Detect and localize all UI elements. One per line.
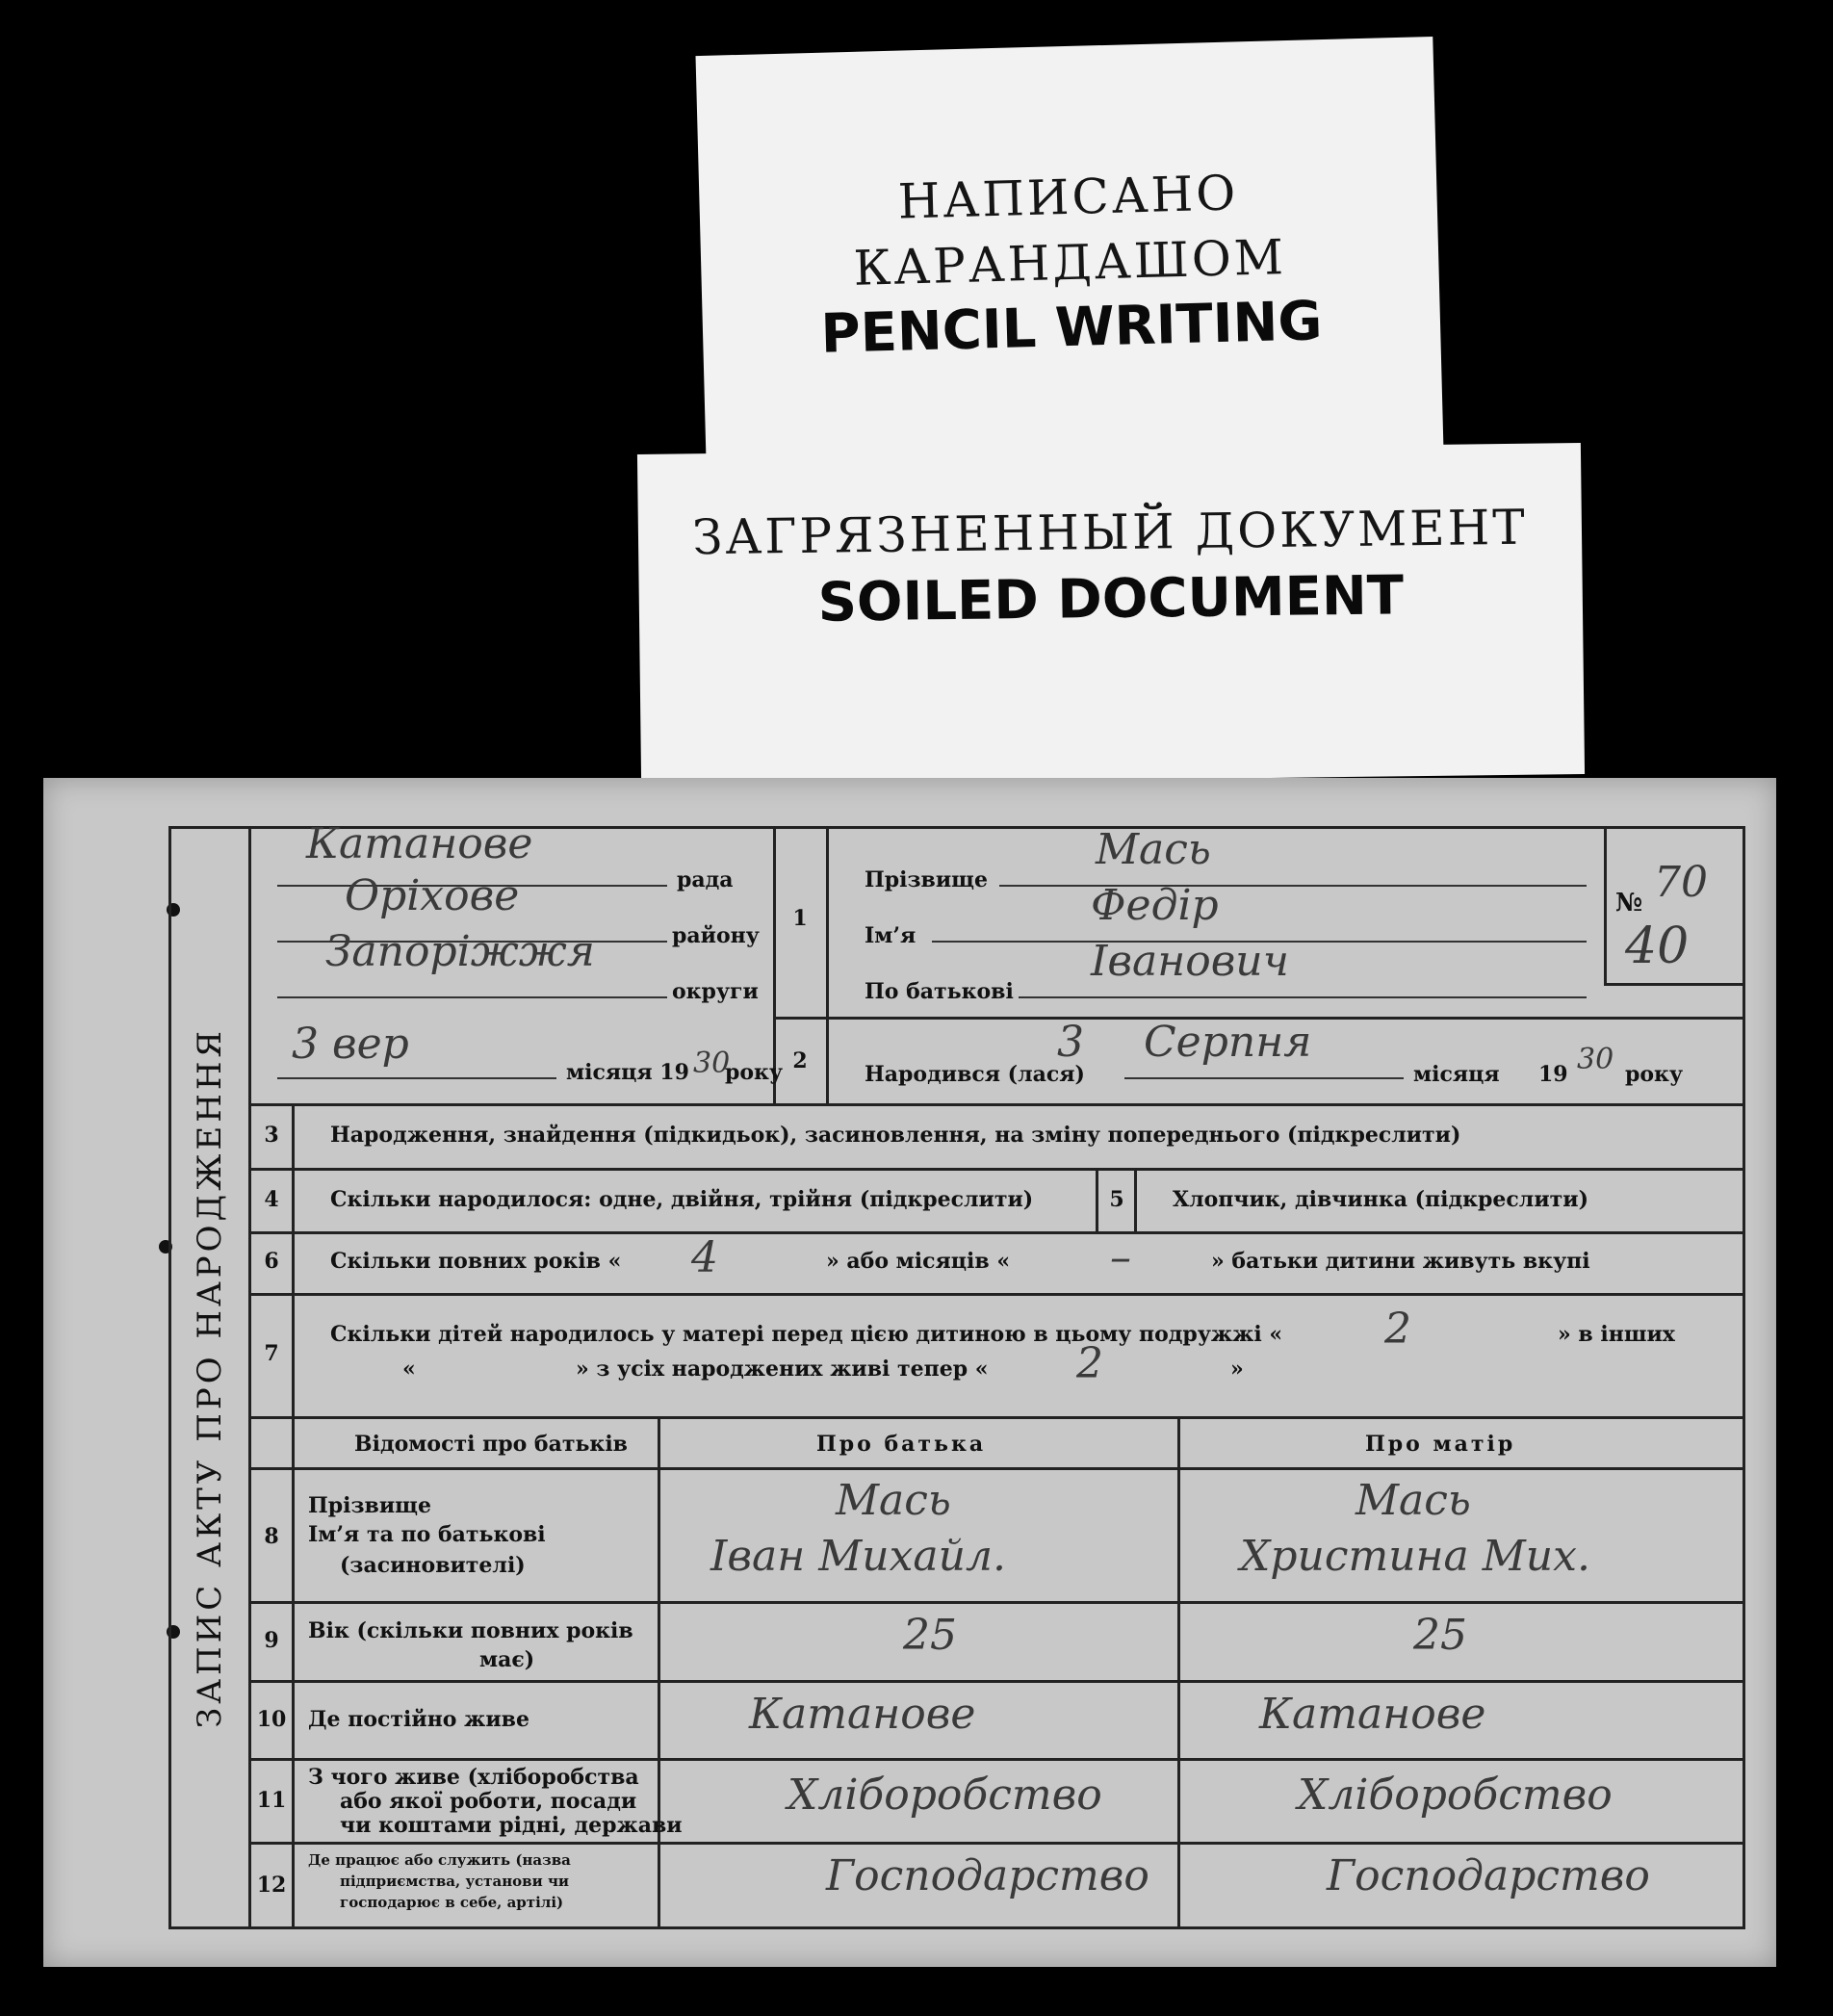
row-number: 1 xyxy=(792,906,808,931)
mother-occupation-value: Хліборобство xyxy=(1298,1770,1613,1820)
divider xyxy=(248,1680,1743,1683)
mother-workplace-value: Господарство xyxy=(1327,1851,1650,1900)
divider xyxy=(1604,829,1607,983)
cohabitation-text-a: Скільки повних років « xyxy=(330,1249,622,1274)
name-value: Федір xyxy=(1091,881,1219,930)
father-occupation-value: Хліборобство xyxy=(787,1770,1102,1820)
rada-value: Катанове xyxy=(306,819,533,868)
born-year-value: 30 xyxy=(1577,1043,1614,1076)
father-workplace-value: Господарство xyxy=(826,1851,1149,1900)
birth-record-form xyxy=(43,778,1776,1967)
divider xyxy=(658,1419,660,1926)
pencil-label-ru-line1: НАПИСАНО xyxy=(897,165,1239,230)
divider xyxy=(248,1842,1743,1845)
age-label-1: Вік (скільки повних років xyxy=(308,1618,633,1643)
mother-name-value: Христина Мих. xyxy=(1240,1532,1590,1581)
row-number: 6 xyxy=(264,1249,279,1274)
cohabitation-text-c: » батьки дитини живуть вкупі xyxy=(1211,1249,1590,1274)
header-year-value: 30 xyxy=(693,1047,731,1080)
row-number: 3 xyxy=(264,1123,279,1148)
workplace-label-1: Де працює або служить (назва xyxy=(308,1851,571,1869)
children-count-text: Скільки народилося: одне, двійня, трійня (підкреслити) xyxy=(330,1187,1034,1212)
patronymic-line xyxy=(1019,996,1587,998)
siblings-value-b: 2 xyxy=(1076,1339,1103,1388)
father-surname-value: Мась xyxy=(836,1476,951,1525)
header-month-label: місяця 19 xyxy=(566,1060,689,1085)
born-month-value: Серпня xyxy=(1144,1018,1312,1067)
born-year-prefix: 19 xyxy=(1538,1062,1568,1087)
occupation-label-2: або якої роботи, посади xyxy=(340,1789,637,1814)
parent-name-label-3: (засиновителі) xyxy=(340,1553,526,1578)
divider xyxy=(248,1293,1743,1296)
divider xyxy=(248,1416,1743,1419)
rada-label: рада xyxy=(677,867,734,892)
divider xyxy=(1604,983,1743,986)
siblings-text-b: » в інших xyxy=(1558,1322,1675,1347)
mother-surname-value: Мась xyxy=(1355,1476,1471,1525)
father-header: Про батька xyxy=(816,1432,987,1457)
born-year-label: року xyxy=(1625,1062,1684,1087)
born-day-value: 3 xyxy=(1057,1018,1084,1067)
name-label: Ім’я xyxy=(865,923,916,948)
cohabitation-years-value: 4 xyxy=(691,1233,718,1282)
divider xyxy=(248,1103,1743,1106)
parents-info-header: Відомості про батьків xyxy=(354,1432,628,1457)
surname-label: Прізвище xyxy=(865,867,988,892)
divider xyxy=(292,1106,295,1926)
occupation-label-3: чи коштами рідні, держави xyxy=(340,1813,683,1838)
form-vertical-title xyxy=(171,829,251,1926)
born-month-line xyxy=(1124,1077,1404,1079)
siblings-text-a: Скільки дітей народилось у матері перед цією дитиною в цьому подружжі « xyxy=(330,1322,1283,1347)
soiled-document-label xyxy=(637,443,1585,786)
soiled-label-ru: ЗАГРЯЗНЕННЫЙ ДОКУМЕНТ xyxy=(691,499,1528,566)
siblings-value-a: 2 xyxy=(1384,1305,1411,1354)
header-date-line xyxy=(277,1077,556,1079)
parent-name-label-2: Ім’я та по батькові xyxy=(308,1522,546,1547)
workplace-label-3: господарює в себе, артілі) xyxy=(340,1894,564,1911)
workplace-label-2: підприємства, установи чи xyxy=(340,1873,570,1890)
row-number: 7 xyxy=(264,1341,279,1366)
surname-value: Мась xyxy=(1096,825,1211,874)
birth-type-text: Народження, знайдення (підкидьок), засиновлення, на зміну попереднього (підкреслити) xyxy=(330,1123,1461,1148)
age-label-2: має) xyxy=(479,1647,535,1672)
pencil-writing-label xyxy=(696,37,1444,470)
record-number-value-2: 40 xyxy=(1625,918,1690,975)
raion-value: Оріхове xyxy=(345,871,520,920)
mother-residence-value: Катанове xyxy=(1259,1690,1486,1739)
siblings-text-e: » xyxy=(1230,1357,1244,1382)
born-label: Народився (лася) xyxy=(865,1062,1085,1087)
row-number: 11 xyxy=(256,1788,287,1813)
row-number: 5 xyxy=(1109,1187,1124,1212)
residence-label: Де постійно живе xyxy=(308,1707,529,1732)
divider xyxy=(248,1231,1743,1234)
cohabitation-months-value: – xyxy=(1110,1233,1131,1282)
father-residence-value: Катанове xyxy=(749,1690,976,1739)
soiled-label-en: SOILED DOCUMENT xyxy=(817,564,1405,634)
form-grid xyxy=(168,819,1745,1929)
header-year-label: року xyxy=(725,1060,784,1085)
row-number: 9 xyxy=(264,1628,279,1653)
pencil-label-en: PENCIL WRITING xyxy=(819,290,1324,366)
pencil-label-ru-line2: КАРАНДАШОМ xyxy=(852,229,1287,297)
row-number: 2 xyxy=(792,1048,808,1073)
siblings-text-c: « xyxy=(402,1357,416,1382)
okrugy-label: округи xyxy=(672,979,759,1004)
divider xyxy=(248,1601,1743,1604)
row-number: 12 xyxy=(256,1873,287,1898)
patronymic-value: Іванович xyxy=(1091,937,1290,986)
divider xyxy=(248,1758,1743,1761)
occupation-label-1: З чого живе (хліборобства xyxy=(308,1765,639,1790)
row-number: 8 xyxy=(264,1524,279,1549)
father-age-value: 25 xyxy=(903,1611,957,1660)
mother-header: Про матір xyxy=(1365,1432,1516,1457)
parent-name-label-1: Прізвище xyxy=(308,1493,431,1518)
father-name-value: Іван Михайл. xyxy=(710,1532,1006,1581)
record-number-value: 70 xyxy=(1654,858,1708,907)
divider xyxy=(248,1467,1743,1470)
siblings-text-d: » з усіх народжених живі тепер « xyxy=(576,1357,989,1382)
okrugy-line xyxy=(277,996,667,998)
mother-age-value: 25 xyxy=(1413,1611,1467,1660)
surname-line xyxy=(999,885,1587,887)
sex-text: Хлопчик, дівчинка (підкреслити) xyxy=(1173,1187,1588,1212)
patronymic-label: По батькові xyxy=(865,979,1014,1004)
born-month-label: місяця xyxy=(1413,1062,1500,1087)
divider xyxy=(248,1168,1743,1171)
row-number: 10 xyxy=(256,1707,287,1732)
raion-label: району xyxy=(672,923,760,948)
row-number: 4 xyxy=(264,1187,279,1212)
record-number-label: № xyxy=(1615,889,1643,918)
divider xyxy=(826,829,829,1103)
cohabitation-text-b: » або місяців « xyxy=(826,1249,1011,1274)
vertical-title-text: ЗАПИС АКТУ ПРО НАРОДЖЕННЯ xyxy=(191,1027,229,1728)
header-date-value: 3 вер xyxy=(292,1020,409,1069)
divider xyxy=(1177,1419,1180,1926)
okrugy-value: Запоріжжя xyxy=(325,927,595,976)
